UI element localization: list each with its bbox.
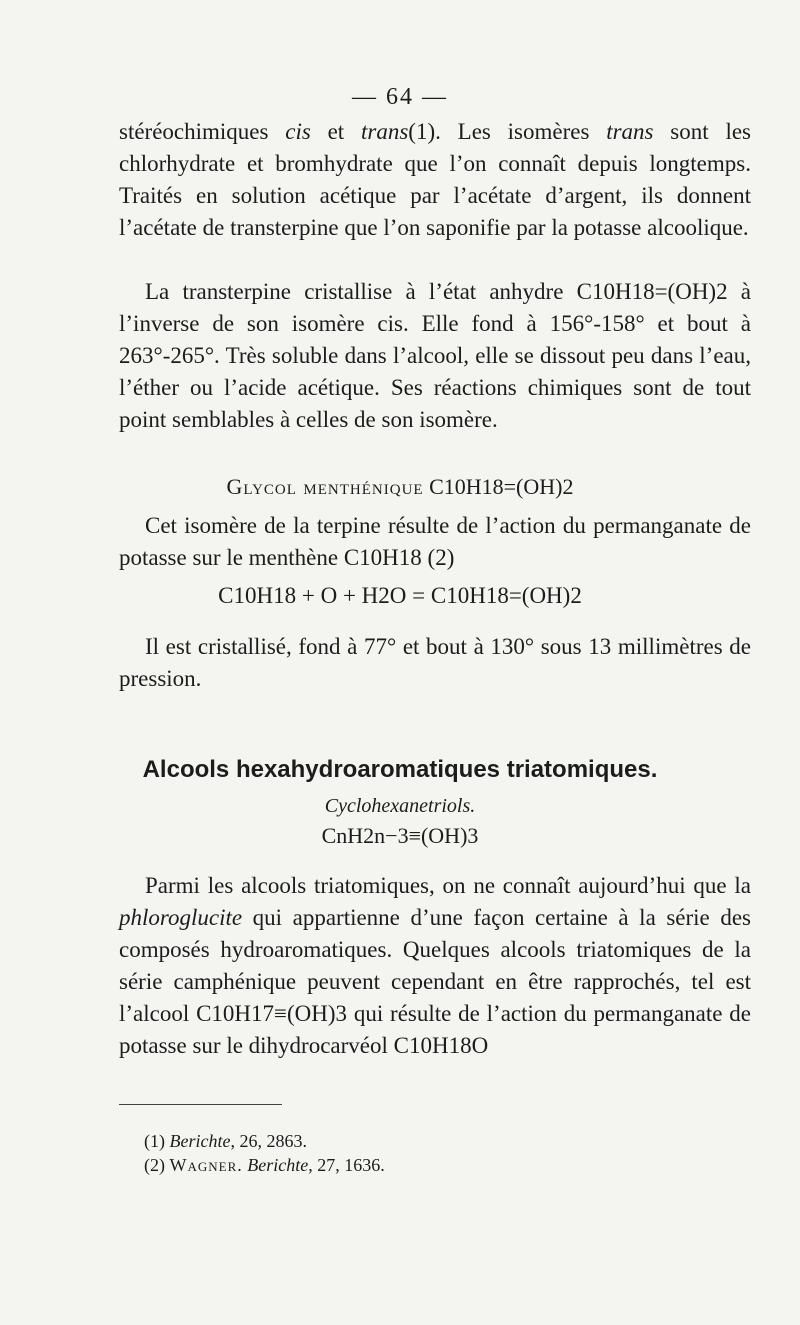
footnote-author: Wagner. <box>169 1155 243 1175</box>
italic-term-cis: cis <box>285 119 311 144</box>
paragraph-2-text: à l’inverse de son isomère cis. Elle fond à 156°-158° et bout à 263°-265°. Très soluble dans l’alcool, elle se dissout peu dans l’eau, l’éther ou l’acide acétique. Ses réactions chimiques sont de tout point semblables à celles de son isomère. <box>119 279 751 432</box>
footnote-detail: , 27, 1636. <box>308 1155 385 1175</box>
heading-label: Glycol menthénique <box>226 474 424 499</box>
paragraph-5-text: qui résulte de l’action du permanganate de potasse sur le dihydrocarvéol <box>119 1001 752 1058</box>
footnote-source: Berichte <box>247 1155 309 1175</box>
chemical-formula: C10H18 <box>343 545 422 570</box>
section-subtitle: Cyclohexanetriols. <box>324 795 476 817</box>
italic-term-trans: trans <box>606 119 654 144</box>
footnote-ref-2: (2) <box>427 545 455 570</box>
page-number: — 64 — <box>352 84 448 110</box>
paragraph-5-text: qui appartienne d’une façon certaine à la série des composés hydroaromatiques. Quelques alcools triatomiques de la série camphénique peuvent cependant en être rapprochés, tel est l’alcool <box>119 905 751 1026</box>
chemical-formula: C10H18=(OH)2 <box>576 279 728 304</box>
italic-term-trans: trans <box>361 119 409 144</box>
paragraph-2-text: La transterpine cristallise à l’état anhydre <box>145 279 577 304</box>
reaction-equation: C10H18 + O + H2O = C10H18=(OH)2 <box>218 583 582 608</box>
paragraph-4 <box>119 631 751 695</box>
footnote-separator <box>119 1104 282 1105</box>
paragraph-3 <box>119 510 751 574</box>
footnote-mark: (1) <box>144 1131 165 1151</box>
heading-formula: C10H18=(OH)2 <box>429 474 574 499</box>
paragraph-5-text: Parmi les alcools triatomiques, on ne connaît aujourd’hui que la <box>145 873 751 898</box>
paragraph-5 <box>119 870 751 1062</box>
italic-term-phloroglucite: phloroglucite <box>119 905 243 930</box>
paragraph-1 <box>119 116 751 244</box>
footnote-detail: , 26, 2863. <box>230 1131 307 1151</box>
paragraph-2 <box>119 276 751 436</box>
paragraph-1-text: stéréochimiques <box>119 119 286 144</box>
section-heading-triatomic: Alcools hexahydroaromatiques triatomiques. <box>142 756 658 783</box>
paragraph-1-text: . Les isomères <box>435 119 607 144</box>
chemical-formula: C10H18O <box>393 1033 489 1058</box>
paragraph-1-text: et <box>310 119 361 144</box>
chemical-formula: C10H17≡(OH)3 <box>196 1001 348 1026</box>
paragraph-1-text: sont les chlorhydrate et bromhydrate que l’on connaît depuis longtemps. Traités en solution acétique par l’acétate d’argent, ils donnent l’acétate de transterpine que l’on saponifie par la potasse alcoolique. <box>119 119 751 240</box>
footnote-mark: (2) <box>144 1155 165 1175</box>
footnote-2 <box>144 1154 385 1176</box>
footnote-1 <box>144 1130 307 1152</box>
footnote-ref-1: (1) <box>408 119 436 144</box>
paragraph-3-text: Cet isomère de la terpine résulte de l’action du permanganate de potasse sur le menthène <box>119 513 751 570</box>
footnote-source: Berichte <box>169 1131 231 1151</box>
section-heading-glycol <box>0 474 800 500</box>
paragraph-4-text: Il est cristallisé, fond à 77° et bout à 130° sous 13 millimètres de pression. <box>119 634 751 691</box>
general-formula: CnH2n−3≡(OH)3 <box>321 823 479 848</box>
